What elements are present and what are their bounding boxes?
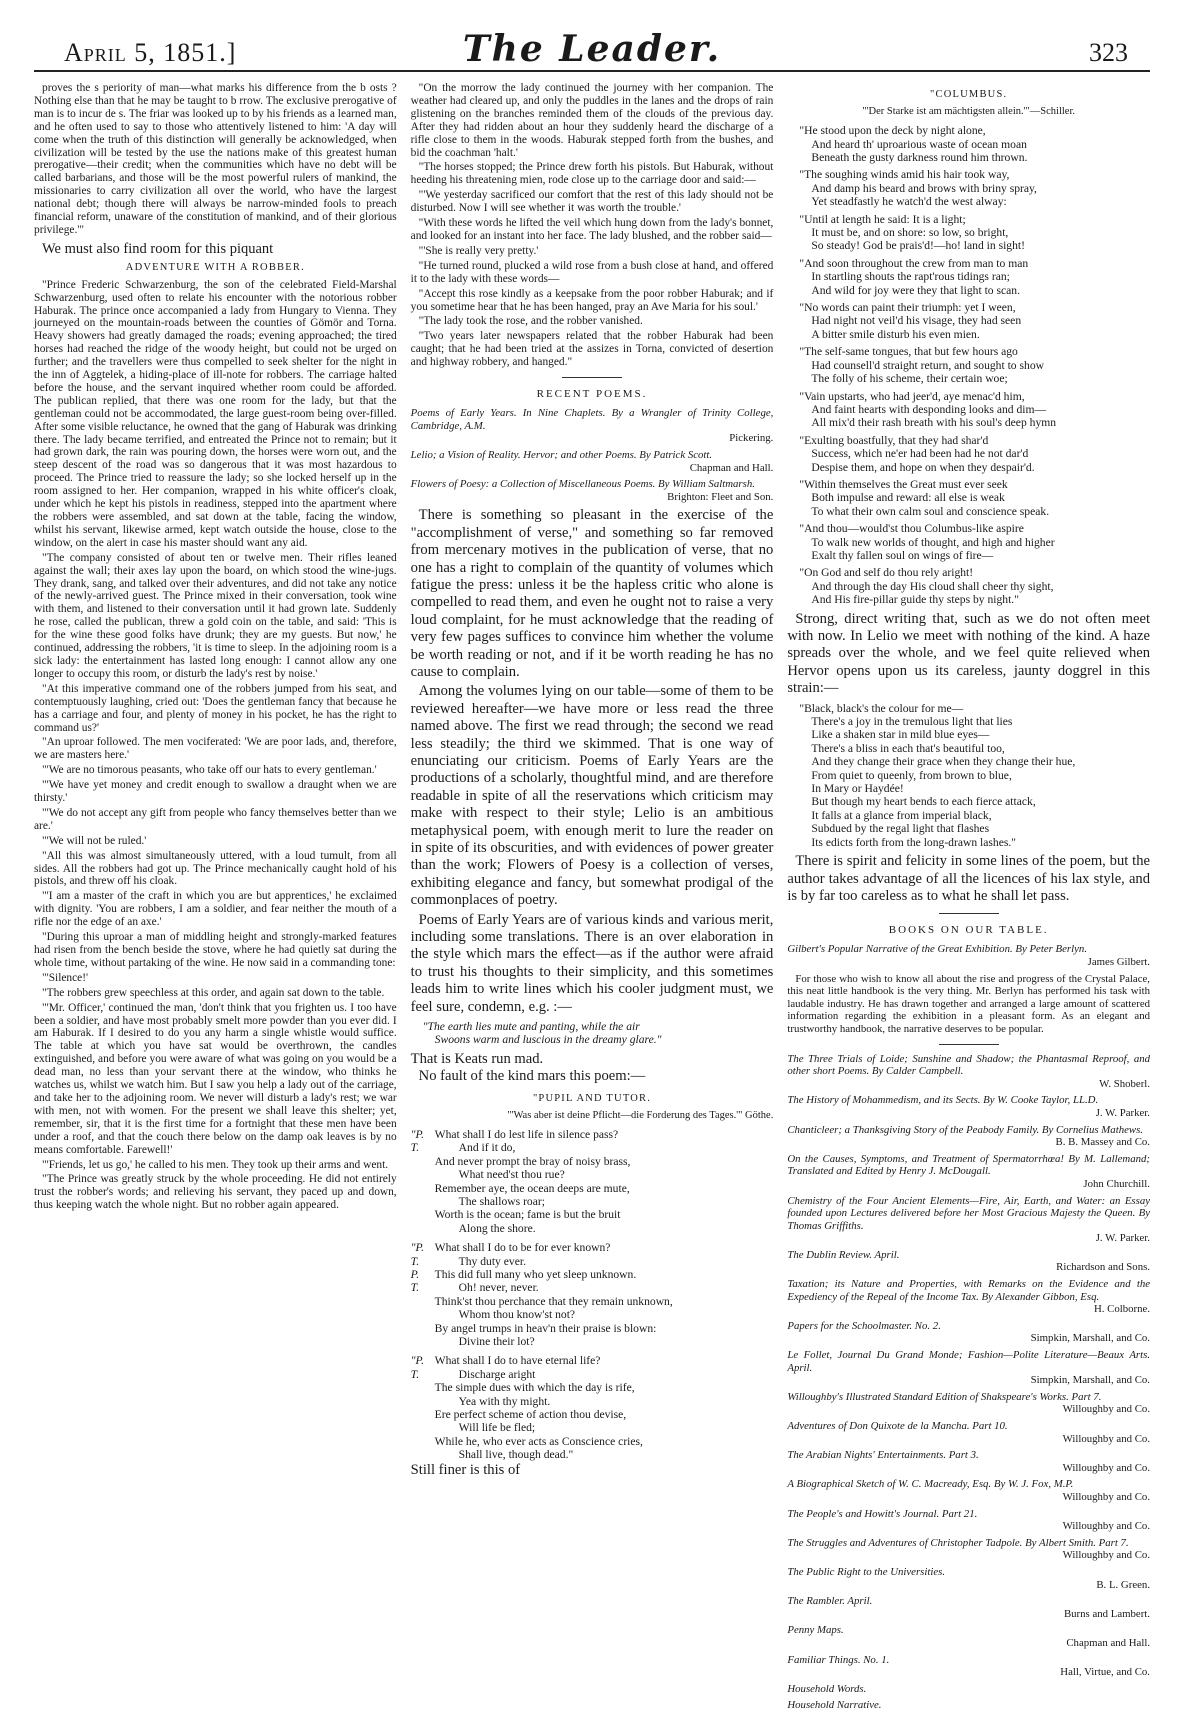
book-title: Familiar Things. No. 1. xyxy=(787,1653,890,1666)
paragraph: "'We do not accept any gift from people who fancy themselves better than we are.' xyxy=(34,806,397,832)
book-entry xyxy=(787,1278,1150,1316)
speaker-label: T. xyxy=(410,1367,420,1381)
poem-line: "And soon throughout the crew from man to man xyxy=(799,256,1029,270)
poem-line xyxy=(411,1241,774,1254)
paragraph: "The horses stopped; the Prince drew forth his pistols. But Haburak, without heeding his threatening mien, rode close up to the carriage door and said:— xyxy=(410,161,774,187)
book-title: Household Words. xyxy=(787,1682,867,1695)
book-title: The People's and Howitt's Journal. Part 21. xyxy=(787,1507,978,1520)
poem-line-text: Divine their lot? xyxy=(458,1334,535,1348)
book-title: The Three Trials of Loide; Sunshine and Shadow; the Phantasmal Reproof, and other short Poems. By Calder Campbell. xyxy=(787,1052,1151,1078)
stanza xyxy=(799,124,1150,164)
poem-line-text: And if it do, xyxy=(458,1141,516,1155)
book-title: Lelio; a Vision of Reality. Hervor; and other Poems. By Patrick Scott. xyxy=(410,448,713,461)
books-list xyxy=(787,1053,1150,1712)
pupil-tutor-poem xyxy=(411,1128,774,1462)
keats-line: That is Keats run mad. xyxy=(410,1050,544,1067)
section-divider xyxy=(939,913,999,914)
poem-line: And faint hearts with desponding looks and dim— xyxy=(811,402,1047,416)
stanza xyxy=(799,168,1150,208)
book-title: The Arabian Nights' Entertainments. Part 3. xyxy=(787,1449,979,1462)
poem-line: Its edicts forth from the long-drawn lashes." xyxy=(811,835,1017,849)
review-paragraph: Among the volumes lying on our table—some of them to be reviewed hereafter—we have more or less read the three named above. The first we read through; the second we read less steadily; the third we skimmed. That is one way of enunciating our criticism. Poems of Early Years are the productions of a scholarly, thoughtful mind, and are therefore readable in spite of all the reservations which criticism may make with respect to their style; Lelio is an ambitious metaphysical poem, with enough merit to lure the reader on in spite of its obscurities, and with evidences of power greater than the work; Flowers of Poesy is a collection of verses, exhibiting elegance and fancy, but somewhat prodigal of the commonplaces of poetry. xyxy=(410,683,774,909)
book-publisher: Willoughby and Co. xyxy=(1062,1490,1151,1503)
poem-line-text: What shall I do to be for ever known? xyxy=(434,1241,611,1255)
paragraph: "During this uproar a man of middling height and strongly-marked features had risen from the bench beside the stove, where he had quietly sat during the whole time, without partaking of the wine. He now said in a commanding tone: xyxy=(34,931,397,969)
newspaper-title: The Leader. xyxy=(462,28,722,70)
book-publisher: Simpkin, Marshall, and Co. xyxy=(1030,1332,1151,1345)
poem-line: "Black, black's the colour for me— xyxy=(799,701,964,715)
reviewed-book xyxy=(411,478,774,503)
poem-line-text: Whom thou know'st not? xyxy=(458,1308,576,1322)
poem-line-text: Yea with thy might. xyxy=(458,1394,551,1408)
poem-line xyxy=(411,1381,774,1394)
book-publisher: Willoughby and Co. xyxy=(1062,1549,1151,1562)
poem-line: "No words can paint their triumph: yet I ween, xyxy=(799,301,1016,315)
poem-line: To what their own calm soul and conscience speak. xyxy=(811,504,1050,518)
speaker-label xyxy=(411,1168,435,1181)
poem-line: And heard th' uproarious waste of ocean moan xyxy=(811,137,1027,151)
book-title: Gilbert's Popular Narrative of the Great Exhibition. By Peter Berlyn. xyxy=(787,943,1088,956)
book-publisher: Simpkin, Marshall, and Co. xyxy=(1030,1374,1151,1387)
poem-line-text: Oh! never, never. xyxy=(458,1281,539,1295)
book-notice: For those who wish to know all about the rise and progress of the Crystal Palace, this neat little handbook is the very thing. Mr. Berlyn has performed his task with laudable industry. He has drawn together and arranged a large amount of scattered information regarding the exhibition in a pleasant form. As an elegant and trustworthy handbook, the narrative deserves to be popular. xyxy=(787,972,1151,1035)
reviewed-book xyxy=(411,449,774,474)
book-publisher: B. L. Green. xyxy=(1096,1578,1151,1591)
book-publisher: Pickering. xyxy=(729,432,774,445)
poem-line xyxy=(411,1308,774,1321)
poem-line: Both impulse and reward: all else is weak xyxy=(811,491,1005,505)
section-heading-recent-poems: RECENT POEMS. xyxy=(536,388,648,401)
review-paragraph: Poems of Early Years are of various kinds and various merit, including some translations. There is an over elaboration in the style which mars the effect—as if the author were afraid to trust his thoughts to their simplicity, and this sometimes leads him to write lines which his cooler judgment must, we feel sure, condemn, e.g. :— xyxy=(410,911,774,1015)
poem-line: From quiet to queenly, from brown to blue, xyxy=(811,768,1012,782)
poem-line: It must be, and on shore: so low, so bright, xyxy=(811,226,1009,240)
poem-line-text: The shallows roar; xyxy=(458,1194,545,1208)
book-publisher: Burns and Lambert. xyxy=(1063,1607,1151,1620)
book-publisher: James Gilbert. xyxy=(1087,956,1151,968)
columns xyxy=(34,82,1151,1712)
book-title: The Dublin Review. April. xyxy=(787,1248,900,1261)
poem-epigraph: "'Was aber ist deine Pflicht—die Forderung des Tages.'" Göthe. xyxy=(507,1109,774,1121)
paragraph: "An uproar followed. The men vociferated: 'We are poor lads, and, therefore, we are masters here.' xyxy=(34,736,397,762)
poem-line-text: This did full many who yet sleep unknown. xyxy=(434,1267,637,1281)
speaker-label xyxy=(411,1155,435,1168)
stanza xyxy=(799,257,1150,297)
poem-line xyxy=(411,1168,774,1181)
poem-line xyxy=(411,1222,774,1235)
poem-line-text: The simple dues with which the day is rife, xyxy=(434,1381,635,1395)
poem-line xyxy=(411,1354,774,1367)
book-publisher: H. Colborne. xyxy=(1093,1303,1151,1316)
poem-line xyxy=(411,1448,774,1461)
poem-line-text: While he, who ever acts as Conscience cries, xyxy=(434,1434,643,1448)
poem-line: "Until at length he said: It is a light; xyxy=(799,212,966,226)
speaker-label xyxy=(411,1335,435,1348)
poem-heading-pupil-tutor: "PUPIL AND TUTOR. xyxy=(532,1092,652,1104)
book-entry xyxy=(787,1683,1150,1696)
poem-epigraph: "'Der Starke ist am mächtigsten allein.'"—Schiller. xyxy=(862,106,1076,118)
poem-line: There's a joy in the tremulous light that lies xyxy=(811,715,1013,729)
book-publisher: Brighton: Fleet and Son. xyxy=(667,490,774,503)
book-title: Penny Maps. xyxy=(787,1624,844,1637)
book-entry xyxy=(787,1153,1150,1191)
poem-line-text: Thy duty ever. xyxy=(458,1254,526,1268)
book-title: Papers for the Schoolmaster. No. 2. xyxy=(787,1319,941,1332)
book-publisher: J. W. Parker. xyxy=(1095,1232,1151,1245)
speaker-label: "P. xyxy=(410,1241,425,1255)
book-title: Household Narrative. xyxy=(787,1699,882,1712)
poem-line: Success, which ne'er had been had he not dar'd xyxy=(811,447,1029,461)
quote-line: Swoons warm and luscious in the dreamy glare." xyxy=(434,1033,662,1047)
paragraph: "Two years later newspapers related that the robber Haburak had been caught; that he had been tried at the assizes in Torna, convicted of desertion and highway robbery, and hanged." xyxy=(410,330,774,369)
speaker-label xyxy=(411,1448,435,1461)
speaker-label: "P. xyxy=(410,1354,425,1368)
speaker-label xyxy=(411,1222,435,1235)
poem-heading-columbus: "COLUMBUS. xyxy=(930,89,1008,100)
poem-line: "The self-same tongues, that but few hours ago xyxy=(799,345,1018,359)
speaker-label xyxy=(411,1408,435,1421)
poem-line xyxy=(411,1421,774,1434)
poem-line: "On God and self do thou rely aright! xyxy=(799,566,974,580)
book-entry xyxy=(787,1595,1150,1620)
stanza xyxy=(799,301,1150,341)
reviewed-book xyxy=(411,407,774,445)
paragraph: "'We are no timorous peasants, who take off our hats to every gentleman.' xyxy=(42,764,377,777)
speaker-label xyxy=(411,1381,435,1394)
poem-line: "Exulting boastfully, that they had shar'd xyxy=(799,433,989,447)
speaker-label: P. xyxy=(410,1267,420,1281)
stanza xyxy=(799,566,1150,606)
column-2 xyxy=(411,82,774,1622)
speaker-label xyxy=(411,1395,435,1408)
poem-line: Exalt thy fallen soul on wings of fire— xyxy=(811,548,994,562)
book-entry xyxy=(787,1420,1150,1445)
poem-line: And through the day His cloud shall cheer thy sight, xyxy=(811,579,1054,593)
poem-line: And His fire-pillar guide thy steps by night." xyxy=(811,593,1019,607)
poem-line: But though my heart bends to each fierce attack, xyxy=(811,795,1036,809)
stanza xyxy=(799,345,1150,385)
book-title: Le Follet, Journal Du Grand Monde; Fashion—Polite Literature—Beaux Arts. April. xyxy=(787,1349,1151,1374)
section-divider xyxy=(562,377,622,378)
stanza xyxy=(799,390,1150,430)
quoted-couplet xyxy=(411,1020,774,1047)
book-publisher: Willoughby and Co. xyxy=(1062,1461,1151,1474)
poem-line: Despise them, and hope on when they despair'd. xyxy=(811,460,1035,474)
speaker-label xyxy=(411,1195,435,1208)
poem-line xyxy=(411,1408,774,1421)
book-title: A Biographical Sketch of W. C. Macready, Esq. By W. J. Fox, M.P. xyxy=(787,1478,1074,1491)
quote-line: "The earth lies mute and panting, while the air xyxy=(422,1020,640,1034)
book-entry xyxy=(787,1449,1150,1474)
speaker-label xyxy=(411,1421,435,1434)
section-heading-books: BOOKS ON OUR TABLE. xyxy=(888,924,1049,937)
poem-line: "And thou—would'st thou Columbus-like aspire xyxy=(799,522,1024,536)
poem-line: All mix'd their rash breath with his soul's deep hymn xyxy=(811,416,1057,430)
book-publisher: Willoughby and Co. xyxy=(1062,1520,1151,1533)
poem-line: In startling shouts the rapt'rous tidings ran; xyxy=(811,270,1010,284)
poem-line xyxy=(411,1335,774,1348)
speaker-label xyxy=(411,1308,435,1321)
stanza xyxy=(799,478,1150,518)
book-title: The Struggles and Adventures of Christopher Tadpole. By Albert Smith. Part 7. xyxy=(787,1536,1129,1549)
poem-line-text: Worth is the ocean; fame is but the bruit xyxy=(434,1208,621,1222)
book-entry xyxy=(787,1566,1150,1591)
lead-line: We must also find room for this piquant xyxy=(42,240,274,257)
stanza xyxy=(799,213,1150,253)
issue-date: April 5, 1851.] xyxy=(64,38,237,67)
poem-line: Yet steadfastly he watch'd the west alway: xyxy=(811,195,1007,209)
review-paragraph: There is something so pleasant in the exercise of the "accomplishment of verse," and something so far removed from mercenary motives in the publication of verse, that no one has a right to complain of the quantity of volumes which fatigue the press: unless it be the hapless critic who alone is compelled to read them, and even he ought not to raise a very loud complaint, for he must acknowledge that the reading of very few pages suffices to convince him whether the volume be worth reading or not, and if it be worth reading he has no cause to complain. xyxy=(410,507,774,680)
poem-line xyxy=(411,1268,774,1281)
speaker-label: "P. xyxy=(410,1127,425,1141)
poem-line: And damp his beard and brows with briny spray, xyxy=(811,181,1037,195)
poem-line-text: Will life be fled; xyxy=(458,1421,536,1435)
paragraph: "'I am a master of the craft in which you are but apprentices,' he exclaimed with dignity. 'You are robbers, I am a soldier, and fear neither the mouth of a rifle nor the edge of an axe.' xyxy=(34,890,397,929)
speaker-label xyxy=(411,1322,435,1335)
paragraph: "'We will not be ruled.' xyxy=(42,834,147,847)
paragraph: "With these words he lifted the veil which hung down from the lady's bonnet, and looked for an instant into her face. The lady blushed, and the robber said— xyxy=(410,217,774,242)
paragraph: proves the s periority of man—what marks his difference from the b osts ? Nothing else than that he may be taught to b rrow. The exclusive prerogative of man is to incur de s. The friar was looked up to by his friends as a learned man, and he often used to say to those who attentively listened to him: 'A day will come when the truth of this distinction will generally be acknowledged, when civilization will be tested by the use the nations make of this greatest human prerogative—their credit; when the communities which have no debt will be called barbarians, and those will be the most powerful rulers of mankind, the missionaries to carry civilization all over the world, who have the largest national debt; though there will always be narrow-minded fools to preach financial reform, unaware of the constitution of mankind, and of their glorious privilege.'" xyxy=(34,82,397,236)
paragraph: "The lady took the rose, and the robber vanished. xyxy=(418,315,643,328)
paragraph: "'We have yet money and credit enough to swallow a draught when we are thirsty.' xyxy=(34,779,397,805)
poem-line xyxy=(411,1208,774,1221)
book-entry xyxy=(787,1349,1150,1387)
poem-line xyxy=(411,1128,774,1141)
poem-line: "He stood upon the deck by night alone, xyxy=(799,124,986,138)
poem-line-text: Think'st thou perchance that they remain unknown, xyxy=(434,1294,673,1308)
book-title: The Public Right to the Universities. xyxy=(787,1565,946,1578)
poem-line: Had counsell'd straight return, and sought to show xyxy=(811,358,1044,372)
poem-line: A bitter smile disturb his even mien. xyxy=(811,327,980,341)
book-entry xyxy=(787,1654,1150,1679)
poem-line xyxy=(411,1141,774,1154)
black-poem xyxy=(787,702,1150,849)
columbus-poem xyxy=(787,124,1150,606)
column-3 xyxy=(787,82,1151,1712)
paragraph: "'Friends, let us go,' he called to his men. They took up their arms and went. xyxy=(42,1158,389,1171)
speaker-label xyxy=(411,1182,435,1195)
book-publisher: Willoughby and Co. xyxy=(1062,1432,1151,1445)
paragraph: "Prince Frederic Schwarzenburg, the son of the celebrated Field-Marshal Schwarzenburg, used often to relate his encounter with the notorious robber Haburak. The prince once accompanied a lady from Hungary to Vienna. They journeyed on the mountain-roads between the counties of Gömör and Torna. Heavy showers had greatly damaged the roads; evening approached; the tired horses had reached the ridge of the woody height, but could not be urged on further; and the travellers were thus compelled to seek shelter for the night in the inn of Aggtelek, a hiding-place of ill-note for robbers. The carriage halted before the house, and the servant inquired whether room could be afforded. The publican replied, that there was one room for the lady, but that the gentleman could not be accommodated, the large guest-room being over-filled. After some visible reluctance, he owned that the gang of Haburak was drinking there. The lady became terrified, and entreated the Prince not to remain; but it had grown dark, the rain was pouring down, the horses were worn out, and the steep descent of the road was so dangerous that it was most hazardous to proceed. The Prince tried to reassure the lady; so she locked herself up in the room assigned to her. Her companion, wrapped in his white officer's cloak, under which he kept his pistols in readiness, stepped into the apartment where the robbers were assembled, and sat down at the table, facing the window, whilst his servant, likewise armed, kept watch outside the house, close to the window, on the alert in case his master should want any aid. xyxy=(34,278,397,549)
poem-line-text: What need'st thou rue? xyxy=(458,1168,565,1182)
book-entry xyxy=(787,1249,1150,1274)
paragraph: "He turned round, plucked a wild rose from a bush close at hand, and offered it to the lady with these words— xyxy=(410,259,774,285)
paragraph: "'Silence!' xyxy=(42,971,89,984)
book-publisher: J. W. Parker. xyxy=(1095,1106,1151,1119)
book-title: Chemistry of the Four Ancient Elements—Fire, Air, Earth, and Water: an Essay founded upon Lectures delivered before her Most Gracious Majesty the Queen. By Thomas Griffiths. xyxy=(787,1194,1151,1232)
paragraph: "At this imperative command one of the robbers jumped from his seat, and contemptuously laughing, cried out: 'Does the gentleman fancy that because he has a carriage and four, and plenty of money in his pocket, he has the right to command us?' xyxy=(34,682,397,734)
book-entry xyxy=(787,1124,1150,1149)
masthead xyxy=(34,22,1150,72)
book-publisher: Hall, Virtue, and Co. xyxy=(1060,1666,1151,1679)
poem-line-text: Discharge aright xyxy=(458,1367,536,1381)
book-publisher: W. Shoberl. xyxy=(1099,1077,1151,1090)
speaker-label xyxy=(411,1295,435,1308)
book-entry xyxy=(787,1624,1150,1649)
poem-line: "The soughing winds amid his hair took way, xyxy=(799,168,1010,182)
poem-line-text: What shall I do lest life in silence pass? xyxy=(434,1127,619,1141)
book-title: The History of Mohammedism, and its Sects. By W. Cooke Taylor, LL.D. xyxy=(787,1094,1099,1107)
poem-line: And wild for joy were they that light to scan. xyxy=(811,283,1020,297)
poem-line: Had night not veil'd his visage, they had seen xyxy=(811,314,1022,328)
poem-line: To walk new worlds of thought, and high and higher xyxy=(811,535,1055,549)
page-number: 323 xyxy=(1089,38,1128,67)
paragraph: "'She is really very pretty.' xyxy=(418,244,539,257)
paragraph: "'Mr. Officer,' continued the man, 'don't think that you frighten us. I too have been a soldier, and have most probably smelt more powder than you ever did. I am Haburak. If I desired to do you any harm a single whistle would suffice. The table at which you have sat would be overthrown, the candles extinguished, and before you were aware of what was going on you would be a dead man, no less than your servant there at the window, who thinks he watches us, whilst we watch him. But I saw you help a lady out of the carriage, and take her to the adjoining room. We never will disturb a lady's rest; we war with men, not with women. For the present we shall leave this shelter; yet, remember, sir, that it is the first time for a fortnight that these men have been under a roof, and that the couch there below on the damp oak leaves is by no means comfortable. Farewell!' xyxy=(34,1001,397,1156)
book-title: Willoughby's Illustrated Standard Edition of Shakspeare's Works. Part 7. xyxy=(787,1390,1102,1403)
poem-line: And they change their grace when they change their hue, xyxy=(811,755,1076,769)
poem-line-text: Remember aye, the ocean deeps are mute, xyxy=(434,1181,630,1195)
book-entry xyxy=(787,1699,1150,1712)
poem-line: Like a shaken star in mild blue eyes— xyxy=(811,728,990,742)
paragraph: "On the morrow the lady continued the journey with her companion. The weather had cleared up, and only the puddles in the lanes and the drops of rain glistening on the branches reminded them of the clouds of the previous day. After they had ridden about an hour they suddenly heard the discharge of a rifle close to them in the woods. Haburak stepped forth from the bushes, and bid the coachman 'halt.' xyxy=(410,82,774,159)
paragraph: "The company consisted of about ten or twelve men. Their rifles leaned against the wall; their axes lay upon the board, on which stood the wine-jugs. They drank, sang, and talked over their adventures, and did not take any notice of the newly-arrived guest. The Prince mixed in their conversation, took wine with them, and listened to their conversation until it had grown late. Suddenly he rose, called the publican, threw a gold coin on the table, and said: 'This is for the wine these good folks have drunk; they are my guests. But now,' he continued, addressing the robbers, 'it is time to sleep. In the adjoining room is a sick lady: the entertainment has lasted long enough: I cannot allow any one longer to occupy this room, or disturb the lady's rest by noise.' xyxy=(34,551,397,680)
stanza xyxy=(799,522,1150,562)
poem-line xyxy=(411,1182,774,1195)
poem-line xyxy=(411,1195,774,1208)
section-divider xyxy=(939,1044,999,1045)
book-publisher: Chapman and Hall. xyxy=(689,461,774,474)
book-entry xyxy=(787,1320,1150,1345)
speaker-label xyxy=(411,1435,435,1448)
book-entry xyxy=(787,1478,1150,1503)
poem-line xyxy=(411,1281,774,1294)
poem-line xyxy=(411,1295,774,1308)
paragraph: "The Prince was greatly struck by the whole proceeding. He did not entirely trust the robber's words; and relieving his servant, they paced up and down, thus keeping watch the whole night. But no robber again appeared. xyxy=(34,1173,397,1212)
poem-line-text: Ere perfect scheme of action thou devise, xyxy=(434,1408,627,1421)
paragraph: "All this was almost simultaneously uttered, with a loud tumult, from all sides. All the robbers had got up. The Prince mechanically caught hold of his pistols, and threw off his cloak. xyxy=(34,849,397,888)
poem-line-text: Shall live, though dead." xyxy=(458,1448,574,1462)
poem-line: "Within themselves the Great must ever seek xyxy=(799,477,1008,491)
poem-line: "Vain upstarts, who had jeer'd, aye menac'd him, xyxy=(799,389,1025,403)
book-entry xyxy=(787,1391,1150,1416)
poem-line xyxy=(411,1368,774,1381)
speaker-label xyxy=(411,1208,435,1221)
poem-line xyxy=(411,1435,774,1448)
poem-line: The folly of his scheme, their certain woe; xyxy=(811,372,1008,386)
poem-line: There's a bliss in each that's beautiful too, xyxy=(811,741,1005,755)
review-paragraph: There is spirit and felicity in some lines of the poem, but the author takes advantage of all the licences of his lax style, and is by far too careless as to what he shall let pass. xyxy=(787,853,1151,904)
stanza xyxy=(799,434,1150,474)
book-publisher: Richardson and Sons. xyxy=(1056,1261,1151,1274)
book-entry xyxy=(787,1537,1150,1562)
poem-line xyxy=(411,1255,774,1268)
book-title: Flowers of Poesy: a Collection of Miscellaneous Poems. By William Saltmarsh. xyxy=(410,478,755,491)
poem-line xyxy=(411,1395,774,1408)
poem-line-text: By angel trumps in heav'n their praise is blown: xyxy=(434,1321,657,1335)
poem-line: Beneath the gusty darkness round him thrown. xyxy=(811,151,1028,164)
poem-line xyxy=(411,1155,774,1168)
no-fault-line: No fault of the kind mars this poem:— xyxy=(418,1068,646,1085)
column-1 xyxy=(34,82,397,1622)
book-title: The Rambler. April. xyxy=(787,1595,873,1608)
book-entry xyxy=(787,1195,1150,1245)
poem-line-text: And never prompt the bray of noisy brass, xyxy=(434,1154,631,1168)
book-publisher: B. B. Massey and Co. xyxy=(1055,1136,1151,1149)
poem-line: Subdued by the regal light that flashes xyxy=(811,822,990,836)
book-publisher: John Churchill. xyxy=(1083,1177,1151,1190)
featured-book xyxy=(787,943,1150,968)
still-finer-line: Still finer is this of xyxy=(410,1461,521,1478)
book-title: Chanticleer; a Thanksgiving Story of the Peabody Family. By Cornelius Mathews. xyxy=(787,1123,1143,1136)
book-entry xyxy=(787,1053,1150,1091)
poem-line: So steady! God be prais'd!—ho! land in sight! xyxy=(811,239,1025,253)
book-publisher: Chapman and Hall. xyxy=(1066,1636,1151,1649)
speaker-label: T. xyxy=(410,1281,420,1295)
book-title: Taxation; its Nature and Properties, with Remarks on the Evidence and the Expediency of the Repeal of the Income Tax. By Alexander Gibbon, Esq. xyxy=(787,1278,1151,1303)
paragraph: "Accept this rose kindly as a keepsake from the poor robber Haburak; and if you sometime hear that he has been hanged, pray an Ave Maria for his soul.' xyxy=(410,287,774,313)
paragraph: "'We yesterday sacrificed our comfort that the rest of this lady should not be disturbed. Now I will see whether it was worth the trouble.' xyxy=(410,189,774,215)
book-entry xyxy=(787,1094,1150,1119)
poem-line-text: What shall I do to have eternal life? xyxy=(434,1354,601,1368)
book-entry xyxy=(787,1508,1150,1533)
book-title: Poems of Early Years. In Nine Chaplets. By a Wrangler of Trinity College, Cambridge, A.M. xyxy=(410,407,774,432)
book-title: On the Causes, Symptoms, and Treatment of Spermatorrhœa! By M. Lallemand; Translated and Edited by Henry J. McDougall. xyxy=(787,1152,1151,1178)
paragraph: "The robbers grew speechless at this order, and again sat down to the table. xyxy=(42,986,385,999)
article-heading: ADVENTURE WITH A ROBBER. xyxy=(125,261,305,273)
book-title: Adventures of Don Quixote de la Mancha. Part 10. xyxy=(787,1420,1008,1432)
review-paragraph: Strong, direct writing that, such as we do not often meet with now. In Lelio we meet with nothing of the kind. A haze spreads over the whole, and we feel quite relieved when Hervor opens upon us its careless, jaunty doggrel in this strain:— xyxy=(787,610,1151,697)
poem-line-text: Along the shore. xyxy=(458,1221,536,1235)
poem-line: In Mary or Haydée! xyxy=(811,782,904,796)
speaker-label: T. xyxy=(410,1254,420,1268)
speaker-label: T. xyxy=(410,1141,420,1155)
book-publisher: Willoughby and Co. xyxy=(1062,1403,1151,1416)
poem-line: It falls at a glance from imperial black, xyxy=(811,808,992,822)
poem-line xyxy=(411,1322,774,1335)
